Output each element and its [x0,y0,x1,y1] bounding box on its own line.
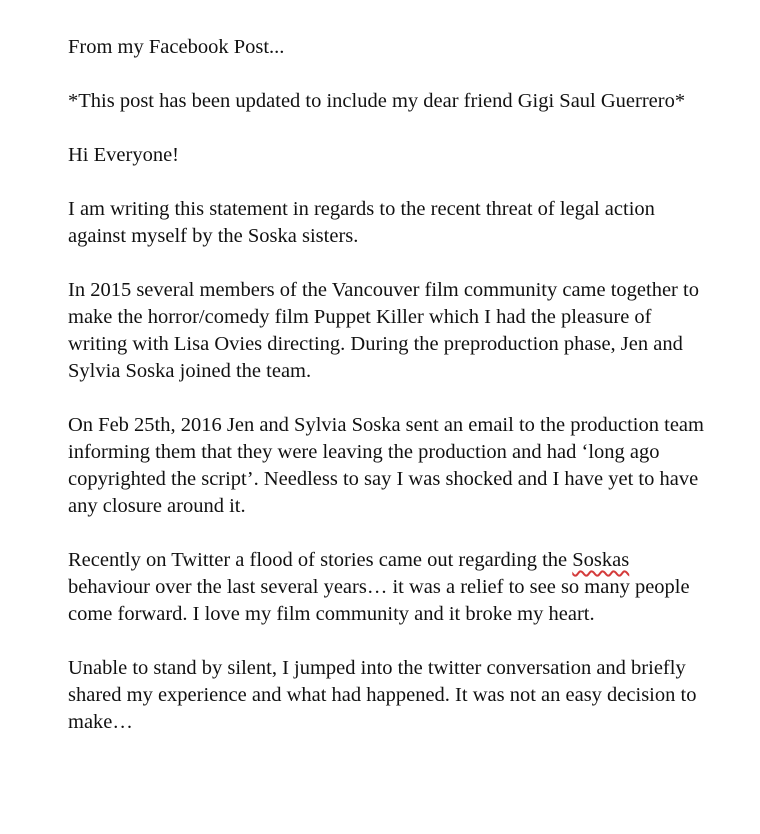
paragraph-twitter-stories-before: Recently on Twitter a flood of stories came out regarding the [68,549,573,571]
paragraph-source-note: From my Facebook Post... [68,36,285,58]
spellcheck-flagged-word[interactable]: Soskas [572,549,630,571]
paragraph-statement-purpose: I am writing this statement in regards to the recent threat of legal action against myself by the Soska sisters. [68,198,655,247]
paragraph-departure-email: On Feb 25th, 2016 Jen and Sylvia Soska sent an email to the production team informing them that they were leaving the production and had ‘long ago copyrighted the script’. Needless to say I was shocked and I have yet to have any closure around it. [68,414,704,517]
paragraph-production-history: In 2015 several members of the Vancouver film community came together to make the horror/comedy film Puppet Killer which I had the pleasure of writing with Lisa Ovies directing. During the preproduction phase, Jen and Sylvia Soska joined the team. [68,279,699,382]
paragraph-twitter-stories-after: behaviour over the last several years… it was a relief to see so many people come forward. I love my film community and it broke my heart. [68,576,690,625]
paragraph-decision: Unable to stand by silent, I jumped into the twitter conversation and briefly shared my experience and what had happened. It was not an easy decision to make… [68,657,697,733]
paragraph-update-note: *This post has been updated to include my dear friend Gigi Saul Guerrero* [68,90,686,112]
paragraph-twitter-stories [68,547,708,628]
paragraph-greeting: Hi Everyone! [68,144,179,166]
